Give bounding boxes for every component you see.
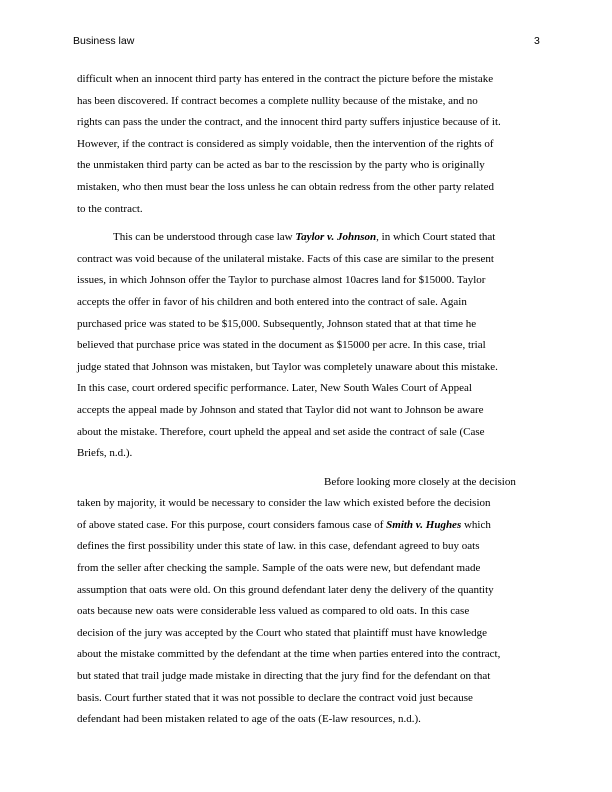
running-header-title: Business law — [73, 35, 135, 47]
text-run: of above stated case. For this purpose, court considers famous case of — [77, 518, 387, 531]
text-line: decision of the jury was accepted by the Court who stated that plaintiff must have knowledge — [77, 626, 488, 639]
page-number: 3 — [534, 35, 540, 47]
text-line: defendant had been mistaken related to age of the oats (E-law resources, n.d.). — [77, 713, 421, 726]
case-citation-taylor-v-johnson: Taylor v. Johnson — [295, 231, 377, 244]
text-line: has been discovered. If contract becomes a complete nullity because of the mistake, and no — [77, 94, 478, 107]
text-line: contract was void because of the unilateral mistake. Facts of this case are similar to the present — [77, 252, 494, 265]
text-line: about the mistake committed by the defendant at the time when parties entered into the contract, — [77, 648, 501, 661]
text-line: believed that purchase price was stated in the document as $15000 per acre. In this case, trial — [77, 339, 486, 352]
text-line: issues, in which Johnson offer the Taylor to purchase almost 10acres land for $15000. Taylor — [77, 274, 486, 287]
text-line — [77, 227, 539, 249]
text-line: Before looking more closely at the decision — [324, 475, 516, 488]
text-line — [77, 515, 539, 537]
text-run: , in which Court stated that — [376, 231, 496, 244]
case-citation-smith-v-hughes: Smith v. Hughes — [386, 518, 462, 531]
text-line: oats because new oats were considerable less valued as compared to old oats. In this case — [77, 605, 470, 618]
text-line: difficult when an innocent third party has entered in the contract the picture before the mistake — [77, 73, 494, 85]
text-line: from the seller after checking the sample. Sample of the oats were new, but defendant made — [77, 562, 481, 575]
text-line: purchased price was stated to be $15,000. Subsequently, Johnson stated that at that time he — [77, 317, 477, 330]
text-line: judge stated that Johnson was mistaken, but Taylor was completely unaware about this mistake. — [77, 360, 498, 373]
text-line: Briefs, n.d.). — [77, 447, 133, 460]
text-run: which — [461, 518, 491, 531]
text-line: about the mistake. Therefore, court upheld the appeal and set aside the contract of sale (Case — [77, 425, 485, 438]
text-line: taken by majority, it would be necessary to consider the law which existed before the decision — [77, 497, 491, 510]
text-line: to the contract. — [77, 202, 143, 215]
text-line: In this case, court ordered specific performance. Later, New South Wales Court of Appeal — [77, 382, 472, 395]
document-body — [77, 69, 539, 731]
text-line: accepts the offer in favor of his children and both entered into the contract of sale. Again — [77, 295, 467, 308]
paragraph-3 — [77, 472, 539, 731]
text-line: accepts the appeal made by Johnson and stated that Taylor did not want to Johnson be aware — [77, 403, 484, 416]
paragraph-2 — [77, 227, 539, 465]
text-line: the unmistaken third party can be acted as bar to the rescission by the party who is originally — [77, 159, 485, 172]
text-line: assumption that oats were old. On this ground defendant later deny the delivery of the quantity — [77, 583, 494, 596]
text-line: but stated that trail judge made mistake in directing that the jury find for the defendant on that — [77, 670, 491, 683]
text-line: basis. Court further stated that it was not possible to declare the contract void just because — [77, 691, 473, 704]
text-line: defines the first possibility under this state of law. in this case, defendant agreed to buy oats — [77, 540, 480, 553]
text-line: rights can pass the under the contract, and the innocent third party suffers injustice because of it. — [77, 116, 501, 129]
paragraph-1 — [77, 69, 539, 220]
text-line: mistaken, who then must bear the loss unless he can obtain redress from the other party related — [77, 180, 494, 193]
text-run: This can be understood through case law — [113, 231, 296, 244]
text-line: However, if the contract is considered as simply voidable, then the intervention of the rights of — [77, 137, 494, 150]
